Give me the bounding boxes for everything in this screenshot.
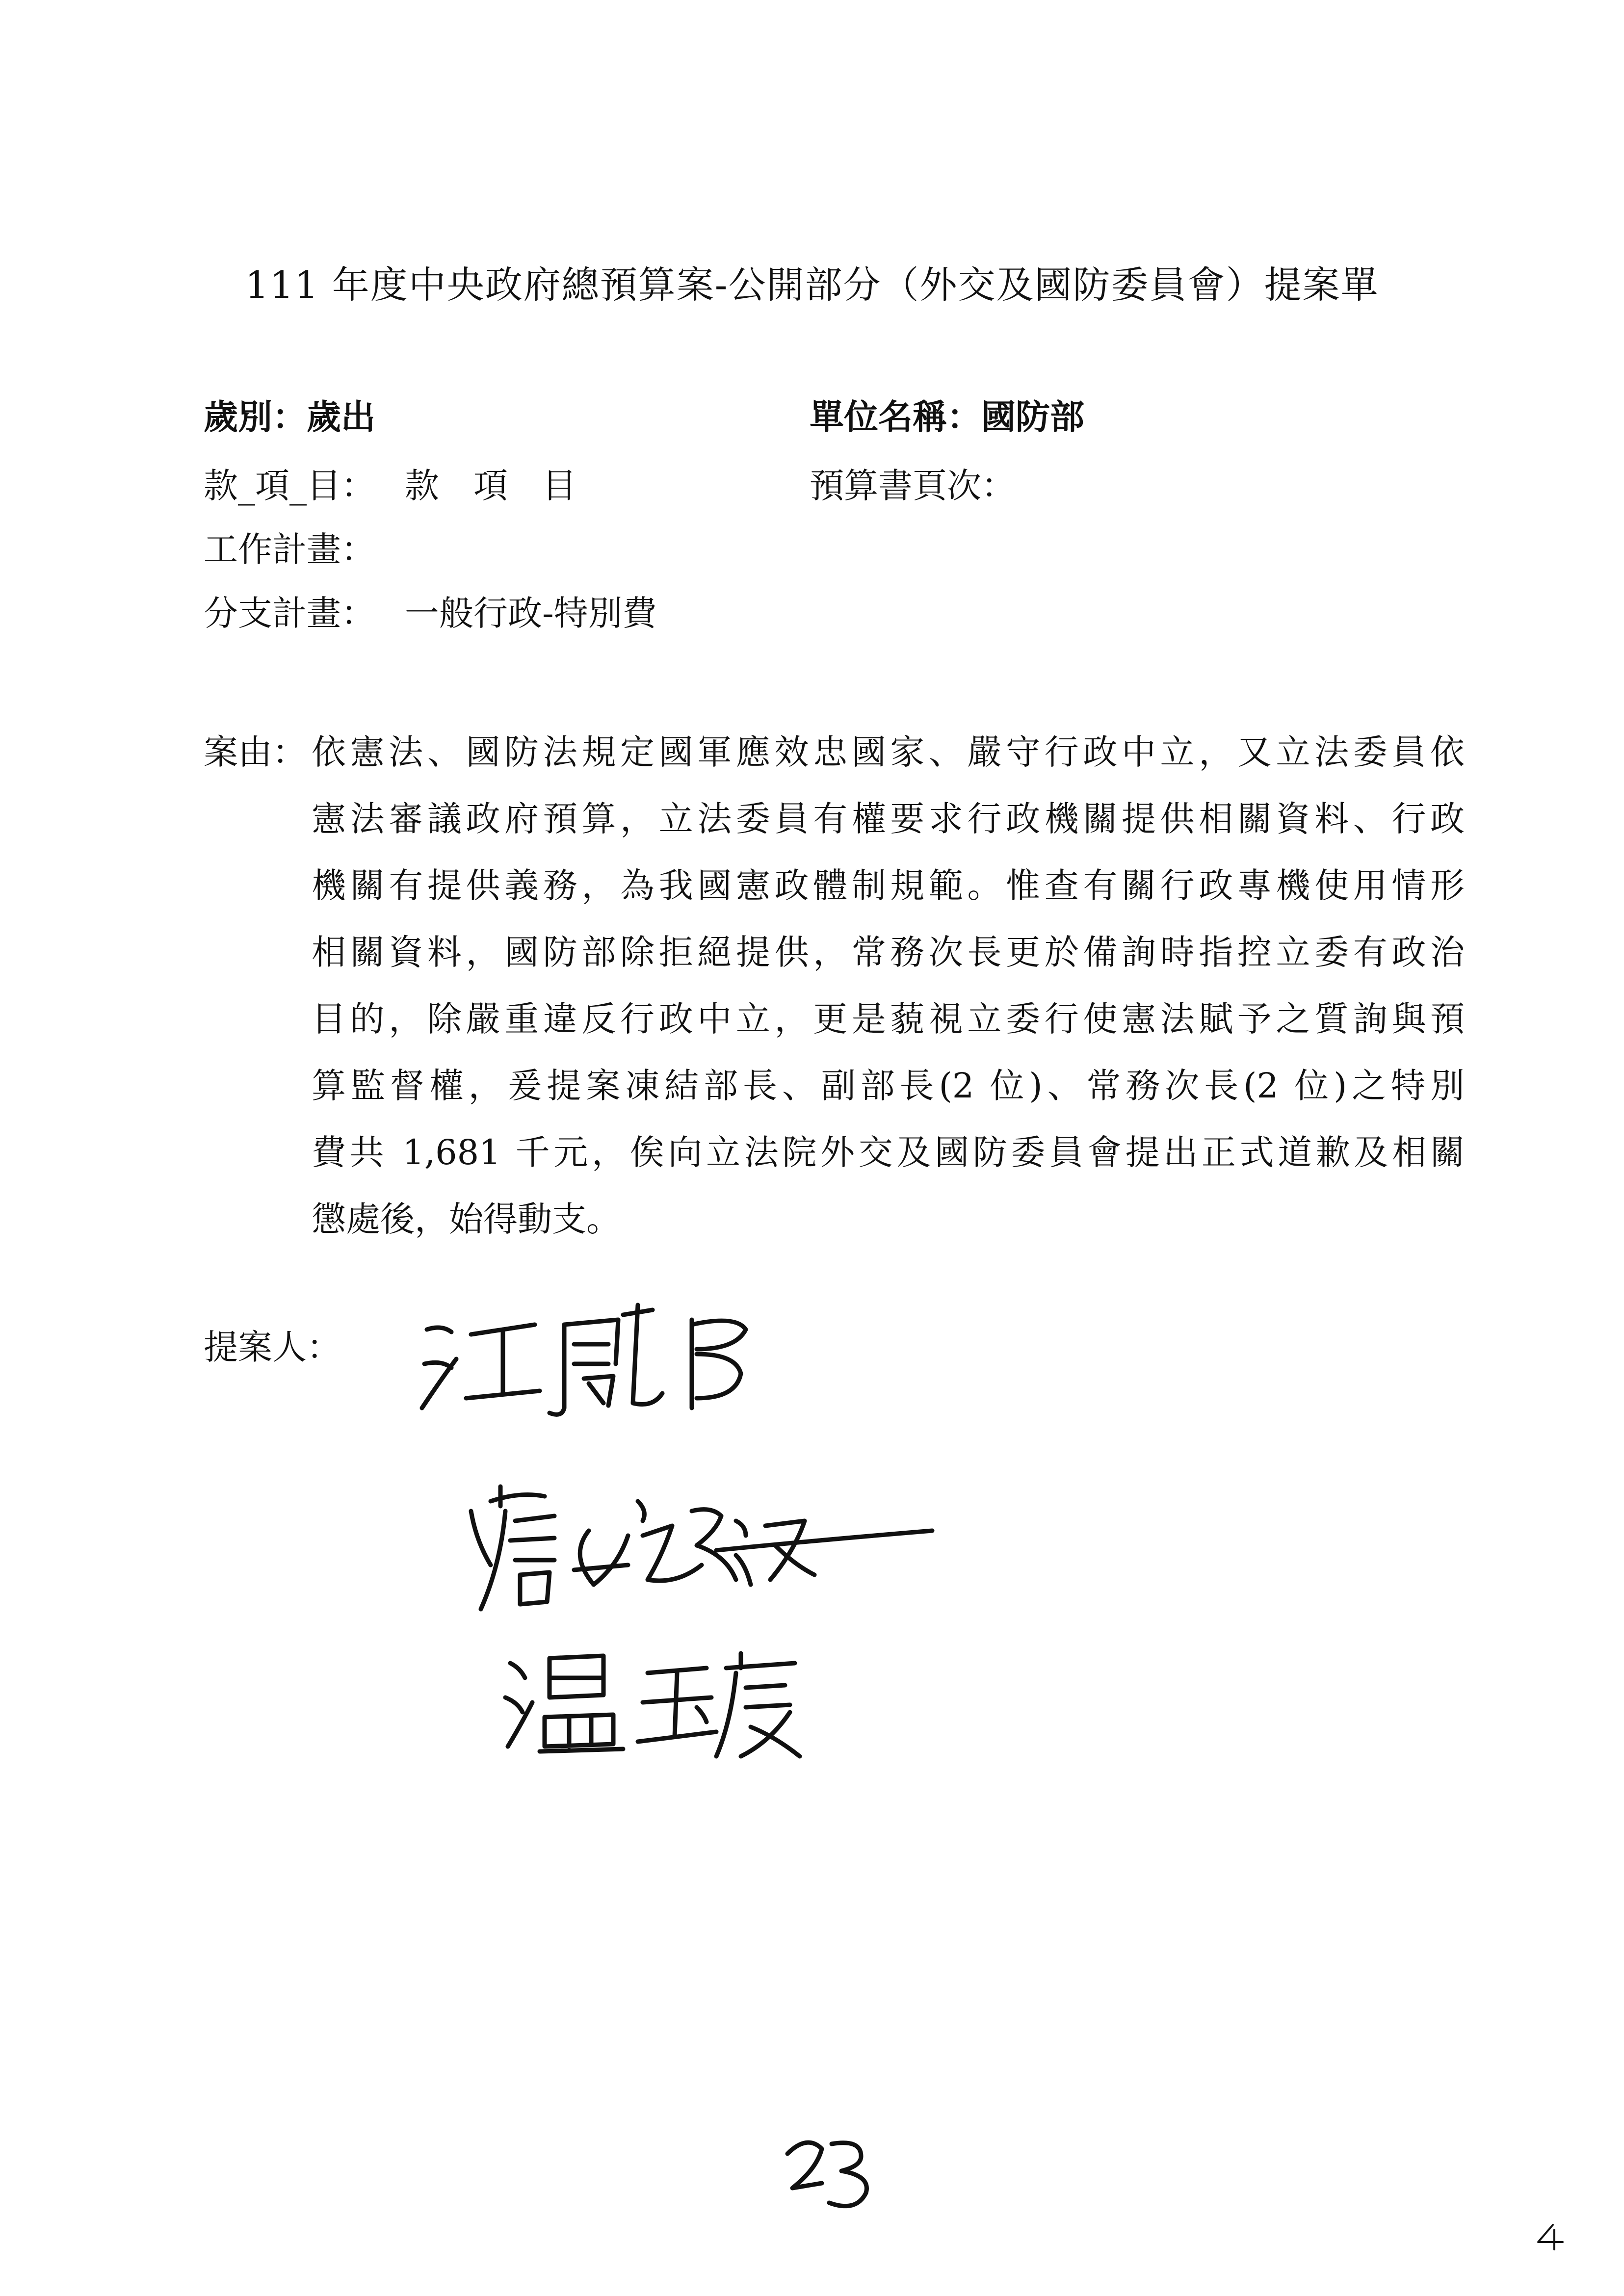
item-field [204, 461, 576, 510]
signature-3 [500, 1634, 824, 1761]
category-field [204, 392, 375, 442]
page-title: 111 年度中央政府總預算案-公開部分（外交及國防委員會）提案單 [245, 263, 1379, 307]
proposer-label: 提案人： [204, 1327, 341, 1367]
reason-line: 機關有提供義務，為我國憲政體制規範。惟查有關行政專機使用情形 [312, 865, 1465, 906]
reason-line: 相關資料，國防部除拒絕提供，常務次長更於備詢時指控立委有政治 [312, 932, 1465, 972]
item-label: 款_項_目： [204, 466, 375, 506]
branch-plan-value: 一般行政-特別費 [405, 593, 657, 633]
unit-field [810, 392, 1084, 442]
unit-label: 單位名稱： [810, 396, 981, 437]
unit-value: 國防部 [981, 396, 1084, 437]
reason-line: 算監督權，爰提案凍結部長、副部長(2 位)、常務次長(2 位)之特別 [312, 1066, 1465, 1106]
page-ref-field [810, 461, 1016, 510]
branch-plan-field [204, 589, 657, 638]
work-plan-label: 工作計畫： [204, 529, 375, 570]
item-value: 款 項 目 [405, 466, 576, 506]
signature-1 [417, 1295, 770, 1423]
branch-plan-label: 分支計畫： [204, 593, 375, 633]
reason-line: 依憲法、國防法規定國軍應效忠國家、嚴守行政中立，又立法委員依 [312, 732, 1465, 772]
work-plan-field [204, 525, 375, 574]
handwritten-page-number [780, 2134, 878, 2208]
page-ref-label: 預算書頁次： [810, 466, 1016, 506]
reason-label: 案由： [204, 732, 307, 772]
category-value: 歲出 [307, 396, 375, 437]
reason-line: 憲法審議政府預算，立法委員有權要求行政機關提供相關資料、行政 [312, 799, 1465, 839]
corner-page-number [1536, 2222, 1565, 2252]
category-label: 歲別： [204, 396, 307, 437]
signature-2 [461, 1472, 942, 1619]
reason-line: 費共 1,681 千元，俟向立法院外交及國防委員會提出正式道歉及相關 [312, 1132, 1465, 1173]
reason-line: 目的，除嚴重違反行政中立，更是藐視立委行使憲法賦予之質詢與預 [312, 999, 1465, 1039]
reason-line: 懲處後，始得動支。 [312, 1199, 621, 1239]
